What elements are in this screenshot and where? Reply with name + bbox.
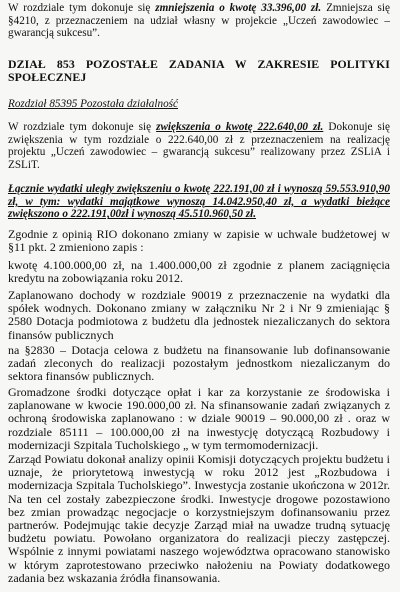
summary-paragraph: Łącznie wydatki uległy zwiększeniu o kwotę 222.191,00 zł i wynoszą 59.553.910,90 zł, w tym: wydatki majątkowe wynoszą 14.042.950,40 zł, a wydatki bieżące zwiększono o 222.191,00zł i wynoszą 45.510.960,50 zł. (8, 183, 390, 221)
paragraph-text: W rozdziale tym dokonuje się (8, 121, 157, 133)
emphasis-amount: zwiększenia o kwotę 222.640,00 zł. (156, 121, 324, 133)
section-title: DZIAŁ 853 POZOSTAŁE ZADANIA W ZAKRESIE POLITYKI SPOŁECZNEJ (8, 57, 390, 84)
paragraph-rio: Zgodnie z opinią RIO dokonano zmiany w zapisie w uchwale budżetowej w §11 pkt. 2 zmieniono zapis : (8, 227, 390, 255)
paragraph-zarzad: Zarząd Powiatu dokonał analizy opinii Komisji dotyczących projektu budżetu i uznaje, że priorytetową inwestycją w roku 2012 jest „Rozbudowa i modernizacja Szpitala Tucholskiego”. Inwestycja zostanie ukończona w 2012r. Na ten cel zostały zabezpieczone środki. Inwestycje drogowe pozostawiono bez zmian prowadząc negocjacje o korzystniejszym dofinansowaniu przez partnerów. Podejmując takie decyzje Zarząd miał na uwadze trudną sytuację budżetu powiatu. Powołano organizatora do realizacji pieczy zastępczej. Wspólnie z innymi powiatami naszego województwa opracowano stanowisko w którym zaprotestowano przeciwko nałożeniu na Powiaty dodatkowego zadania bez wskazania źródła finansowania. (8, 452, 390, 585)
paragraph-text: Dokonuje się zwiększenia w tym rozdziale o 222.640,00 zł z przeznaczeniem na realizację projektu „Uczeń zawodowiec – gwarancją sukcesu” realizowany przez ZSLiA i ZSLiT. (8, 121, 390, 171)
paragraph-rozdzial (8, 121, 390, 171)
paragraph-gromadzone: Gromadzone środki dotyczące opłat i kar za korzystanie ze środowiska i zaplanowane w kwocie 190.000,00 zł. Na sfinansowanie zadań związanych z ochroną środowiska zaplanowano : w dziale 90019 – 90.000,00 zł . oraz w rozdziale 85111 – 100.000,00 zł na inwestycję dotyczącą Rozbudowy i modernizacji Szpitala Tucholskiego „ w tym termomodernizacji. (8, 385, 390, 452)
section-subtitle: Rozdział 85395 Pozostała działalność (8, 98, 178, 110)
paragraph-text: W rozdziale tym dokonuje się (8, 2, 156, 14)
paragraph-dzial-summary (8, 2, 390, 40)
paragraph-dochody: Zaplanowano dochody w rozdziale 90019 z przeznaczenie na wydatki dla spółek wodnych. Dokonano zmiany w załączniku Nr 2 i Nr 9 zmieniając § 2580 Dotacja podmiotowa z budżetu dla jednostek niezaliczanych do sektora finansów publicznych (8, 288, 390, 342)
emphasis-amount: zmniejszenia o kwotę 33.396,00 zł. (155, 2, 322, 14)
paragraph-dotacja: na §2830 – Dotacja celowa z budżetu na finansowanie lub dofinansowanie zadań zleconych do realizacji pozostałym jednostkom niezaliczanym do sektora finansów publicznych. (8, 343, 390, 384)
paragraph-kwota: kwotę 4.100.000,00 zł, na 1.400.000,00 zł zgodnie z planem zaciągnięcia kredytu na zobowiązania roku 2012. (8, 258, 390, 286)
paragraph-text: Zmniejsza się §4210, z przeznaczeniem na udział własny w projekcie „Uczeń zawodowiec – gwarancją sukcesu”. (8, 2, 390, 40)
